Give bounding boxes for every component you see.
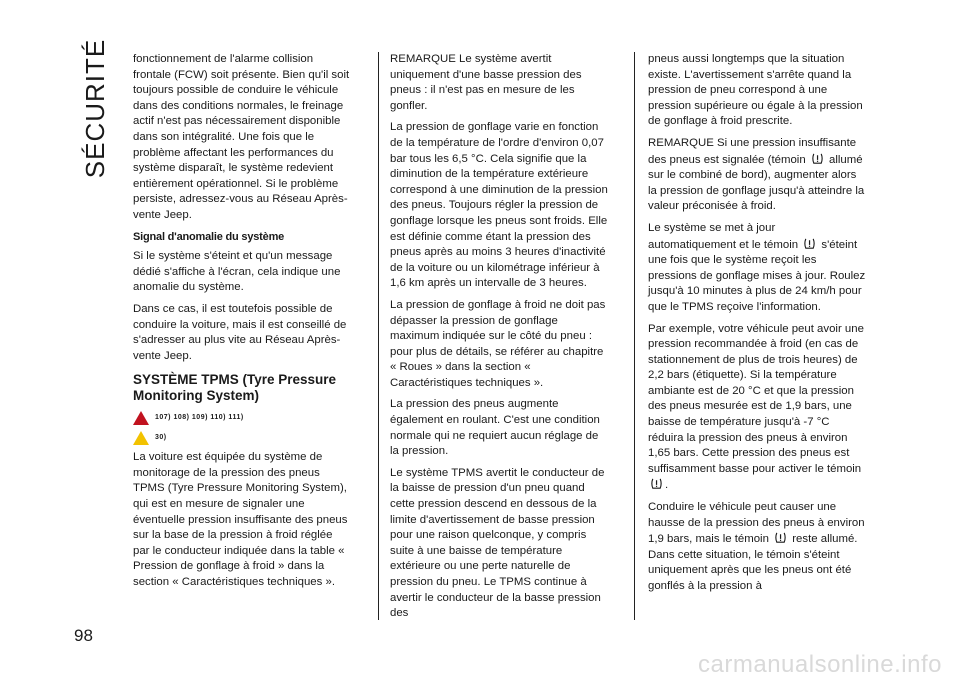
tpms-warning-light-icon (803, 237, 816, 250)
paragraph: La voiture est équipée du système de monitorage de la pression des pneus TPMS (Tyre Pressure Monitoring System), qui est en mesure de signaler une éventuelle pression insuffisante des pneus sur la base de la pression à froid réglée par le conducteur indiquée dans la table « Pression de gonflage à froid » dans la section « Caractéristiques techniques ». (133, 451, 348, 589)
column-divider (634, 52, 635, 620)
paragraph: Le système TPMS avertit le conducteur de la baisse de pression d'un pneu quand cette pression descend en dessous de la limite d'avertissement de basse pression pour une raison quelconque, y compris suite à une baisse de température extérieure ou une perte naturelle de pression du pneu. Le TPMS continue à avertir le conducteur de la basse pression des (390, 466, 605, 620)
text-run: allumé sur le combiné de bord), augmenter alors la pression de gonflage jusqu'à atteindre la valeur préconisée à froid. (648, 153, 865, 213)
paragraph: La pression de gonflage varie en fonction de la température de l'ordre d'environ 0,07 bar tous les 6,5 °C. Cela signifie que la diminution de la température extérieure correspond à une diminution de la pression des pneus. Toujours régler la pression de gonflage lorsque les pneus sont froids. Elle est définie comme étant la pression des pneus après au moins 3 heures d'inactivité de la voiture ou un kilométrage inférieur à 1,6 km après un intervalle de 3 heures. (390, 121, 608, 290)
text-run: Conduire le véhicule peut causer une hausse de la pression des pneus à environ 1,9 bars, mais le témoin (648, 501, 865, 546)
text-run: . (665, 479, 669, 492)
watermark: carmanualsonline.info (698, 651, 942, 678)
warning-refs-red (133, 410, 351, 426)
warning-refs-red-text: 107) 108) 109) 110) 111) (155, 414, 244, 422)
paragraph: Si le système s'éteint et qu'un message dédié s'affiche à l'écran, cela indique une anomalie du système. (133, 250, 341, 294)
warning-triangle-yellow-icon (133, 431, 149, 445)
subheading-system-fault: Signal d'anomalie du système (133, 230, 285, 243)
column-1 (133, 52, 351, 597)
paragraph (648, 500, 866, 595)
column-divider (378, 52, 379, 620)
section-tab (76, 38, 116, 178)
text-run: Par exemple, votre véhicule peut avoir une pression recommandée à froid (en cas de stationnement de plus de trois heures) de 2,2 bars (étiquette). Si la température ambiante est de 20 °C et que la pression des pneus mesurée est de 1,9 bars, une baisse de température jusqu'à -7 °C réduira la pression des pneus à environ 1,65 bars. Cette pression des pneus est suffisamment basse pour activer le témoin (648, 322, 864, 475)
paragraph: La pression de gonflage à froid ne doit pas dépasser la pression de gonflage maximum indiquée sur le côté du pneu : pour plus de détails, se référer au chapitre « Roues » dans la section « Caractéristiques techniques ». (390, 298, 606, 389)
tpms-warning-light-icon (811, 152, 824, 165)
tpms-warning-light-icon (650, 477, 663, 490)
text-run: REMARQUE Si une pression insuffisante des pneus est signalée (témoin (648, 136, 857, 166)
section-tab-label: SÉCURITÉ (80, 38, 111, 178)
text-run: s'éteint une fois que le système reçoit les pressions de gonflage mises à jour. Roulez jusqu'à 10 minutes à plus de 24 km/h pour que le TPMS reçoive l'information. (648, 238, 866, 313)
tpms-warning-light-icon (774, 531, 787, 544)
text-run: Le système se met à jour automatiquement et le témoin (648, 221, 799, 251)
paragraph: REMARQUE Le système avertit uniquement d'une basse pression des pneus : il n'est pas en mesure de les gonfler. (390, 53, 582, 112)
paragraph (648, 322, 866, 495)
warning-refs-yellow-text: 30) (155, 434, 167, 442)
paragraph: fonctionnement de l'alarme collision frontale (FCW) soit présente. Bien qu'il soit toujours possible de conduire le véhicule dans des conditions normales, le freinage actif n'est pas nécessairement disponible dans son intégralité. Une fois que le problème affectant les performances du système disparaît, le système redevient entièrement opérationnel. Si le problème persiste, adressez-vous au Réseau Après-vente Jeep. (133, 53, 350, 221)
text-run: reste allumé. Dans cette situation, le témoin s'éteint uniquement après que les pneus ont été gonflés à la pression à (648, 533, 858, 592)
paragraph: La pression des pneus augmente également en roulant. C'est une condition normale qui ne requiert aucun réglage de la pression. (390, 398, 600, 458)
warning-triangle-red-icon (133, 411, 149, 425)
column-2 (390, 52, 608, 628)
paragraph: Dans ce cas, il est toutefois possible de conduire la voiture, mais il est conseillé de s'adresser au plus vite au Réseau Après-vente Jeep. (133, 302, 347, 362)
page-number: 98 (74, 626, 93, 645)
column-3 (648, 52, 866, 601)
paragraph (648, 221, 866, 316)
paragraph: pneus aussi longtemps que la situation existe. L'avertissement s'arrête quand la pression de pneu correspond à une pression supérieure ou égale à la pression de gonflage à froid prescrite. (648, 53, 863, 128)
section-title-tpms: SYSTÈME TPMS (Tyre Pressure Monitoring System) (133, 372, 337, 404)
paragraph (648, 136, 866, 215)
warning-refs-yellow (133, 430, 351, 446)
